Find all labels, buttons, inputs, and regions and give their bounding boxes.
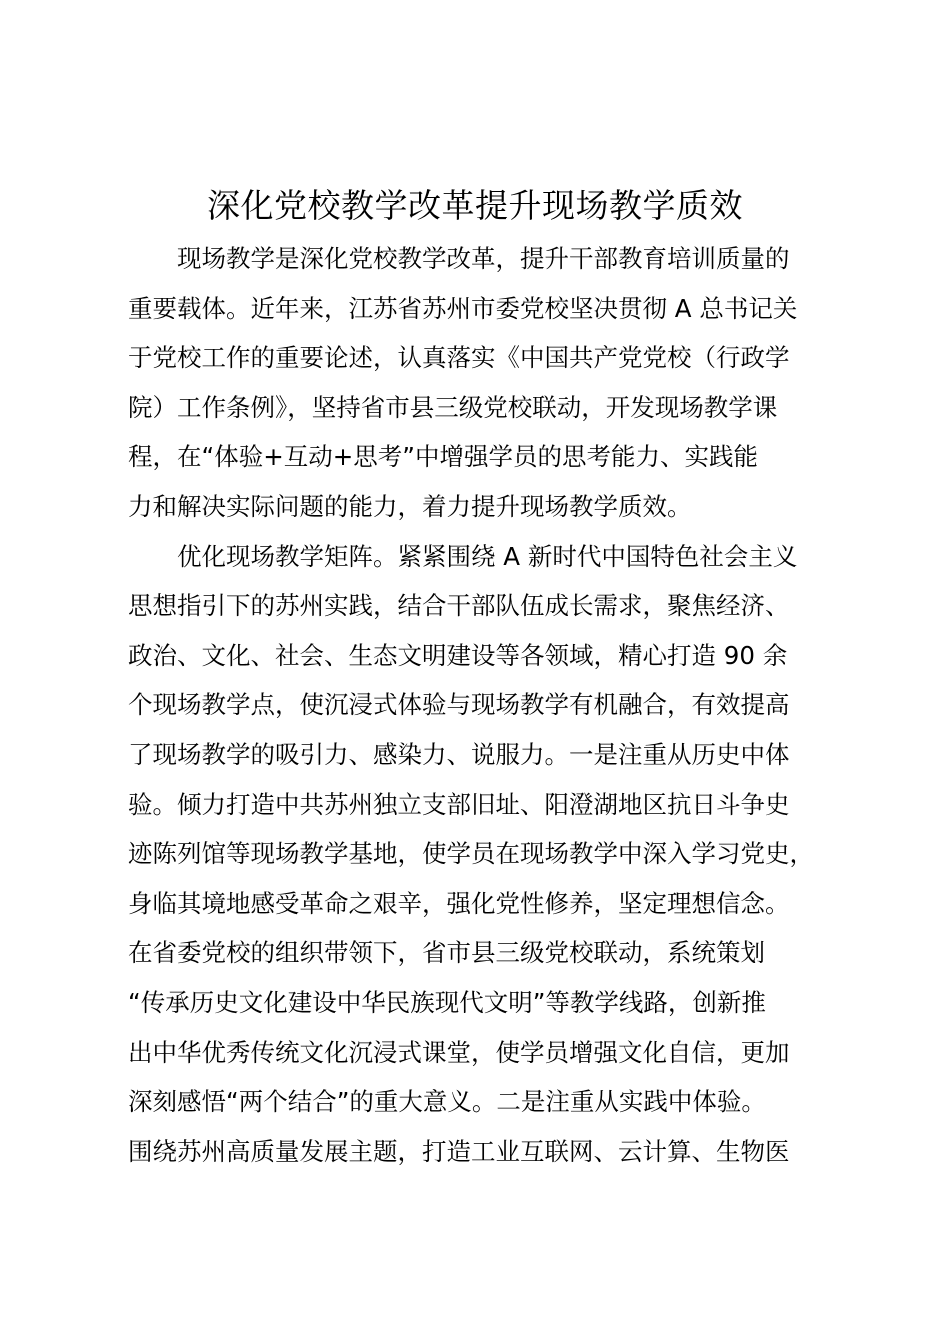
- text-line: 院）工作条例》，坚持省市县三级党校联动，开发现场教学课: [128, 392, 778, 422]
- paragraph-2: [128, 532, 834, 1177]
- text-line: “传承历史文化建设中华民族现代文明”等教学线路，创新推: [128, 987, 766, 1017]
- document-title: 深化党校教学改革提升现场教学质效: [207, 186, 743, 225]
- text-line: 在省委党校的组织带领下，省市县三级党校联动，系统策划: [128, 938, 765, 968]
- text-line: 程，在“体验+互动+思考”中增强学员的思考能力、实践能: [128, 442, 758, 472]
- text-line: 现场教学是深化党校教学改革，提升干部教育培训质量的: [128, 244, 790, 273]
- text-line: 迹陈列馆等现场教学基地，使学员在现场教学中深入学习党史，: [128, 839, 814, 869]
- text-line: 围绕苏州高质量发展主题，打造工业互联网、云计算、生物医: [128, 1136, 790, 1166]
- text-line: 个现场教学点，使沉浸式体验与现场教学有机融合，有效提高: [128, 690, 790, 720]
- paragraph-1: [128, 234, 834, 532]
- text-line: 政治、文化、社会、生态文明建设等各领域，精心打造 90 余: [128, 640, 788, 670]
- text-line: 出中华优秀传统文化沉浸式课堂，使学员增强文化自信，更加: [128, 1037, 790, 1067]
- text-line: 优化现场教学矩阵。紧紧围绕 A 新时代中国特色社会主义: [128, 541, 798, 571]
- text-line: 重要载体。近年来，江苏省苏州市委党校坚决贯彻 A 总书记关: [128, 293, 798, 323]
- document-body: [128, 234, 834, 1176]
- text-line: 验。倾力打造中共苏州独立支部旧址、阳澄湖地区抗日斗争史: [128, 789, 790, 819]
- text-line: 思想指引下的苏州实践，结合干部队伍成长需求，聚焦经济、: [128, 591, 790, 621]
- text-line: 于党校工作的重要论述，认真落实《中国共产党党校（行政学: [128, 343, 790, 373]
- text-line: 力和解决实际问题的能力，着力提升现场教学质效。: [128, 491, 692, 521]
- text-line: 身临其境地感受革命之艰辛，强化党性修养，坚定理想信念。: [128, 888, 790, 918]
- text-line: 深刻感悟“两个结合”的重大意义。二是注重从实践中体验。: [128, 1087, 766, 1117]
- text-line: 了现场教学的吸引力、感染力、说服力。一是注重从历史中体: [128, 739, 790, 769]
